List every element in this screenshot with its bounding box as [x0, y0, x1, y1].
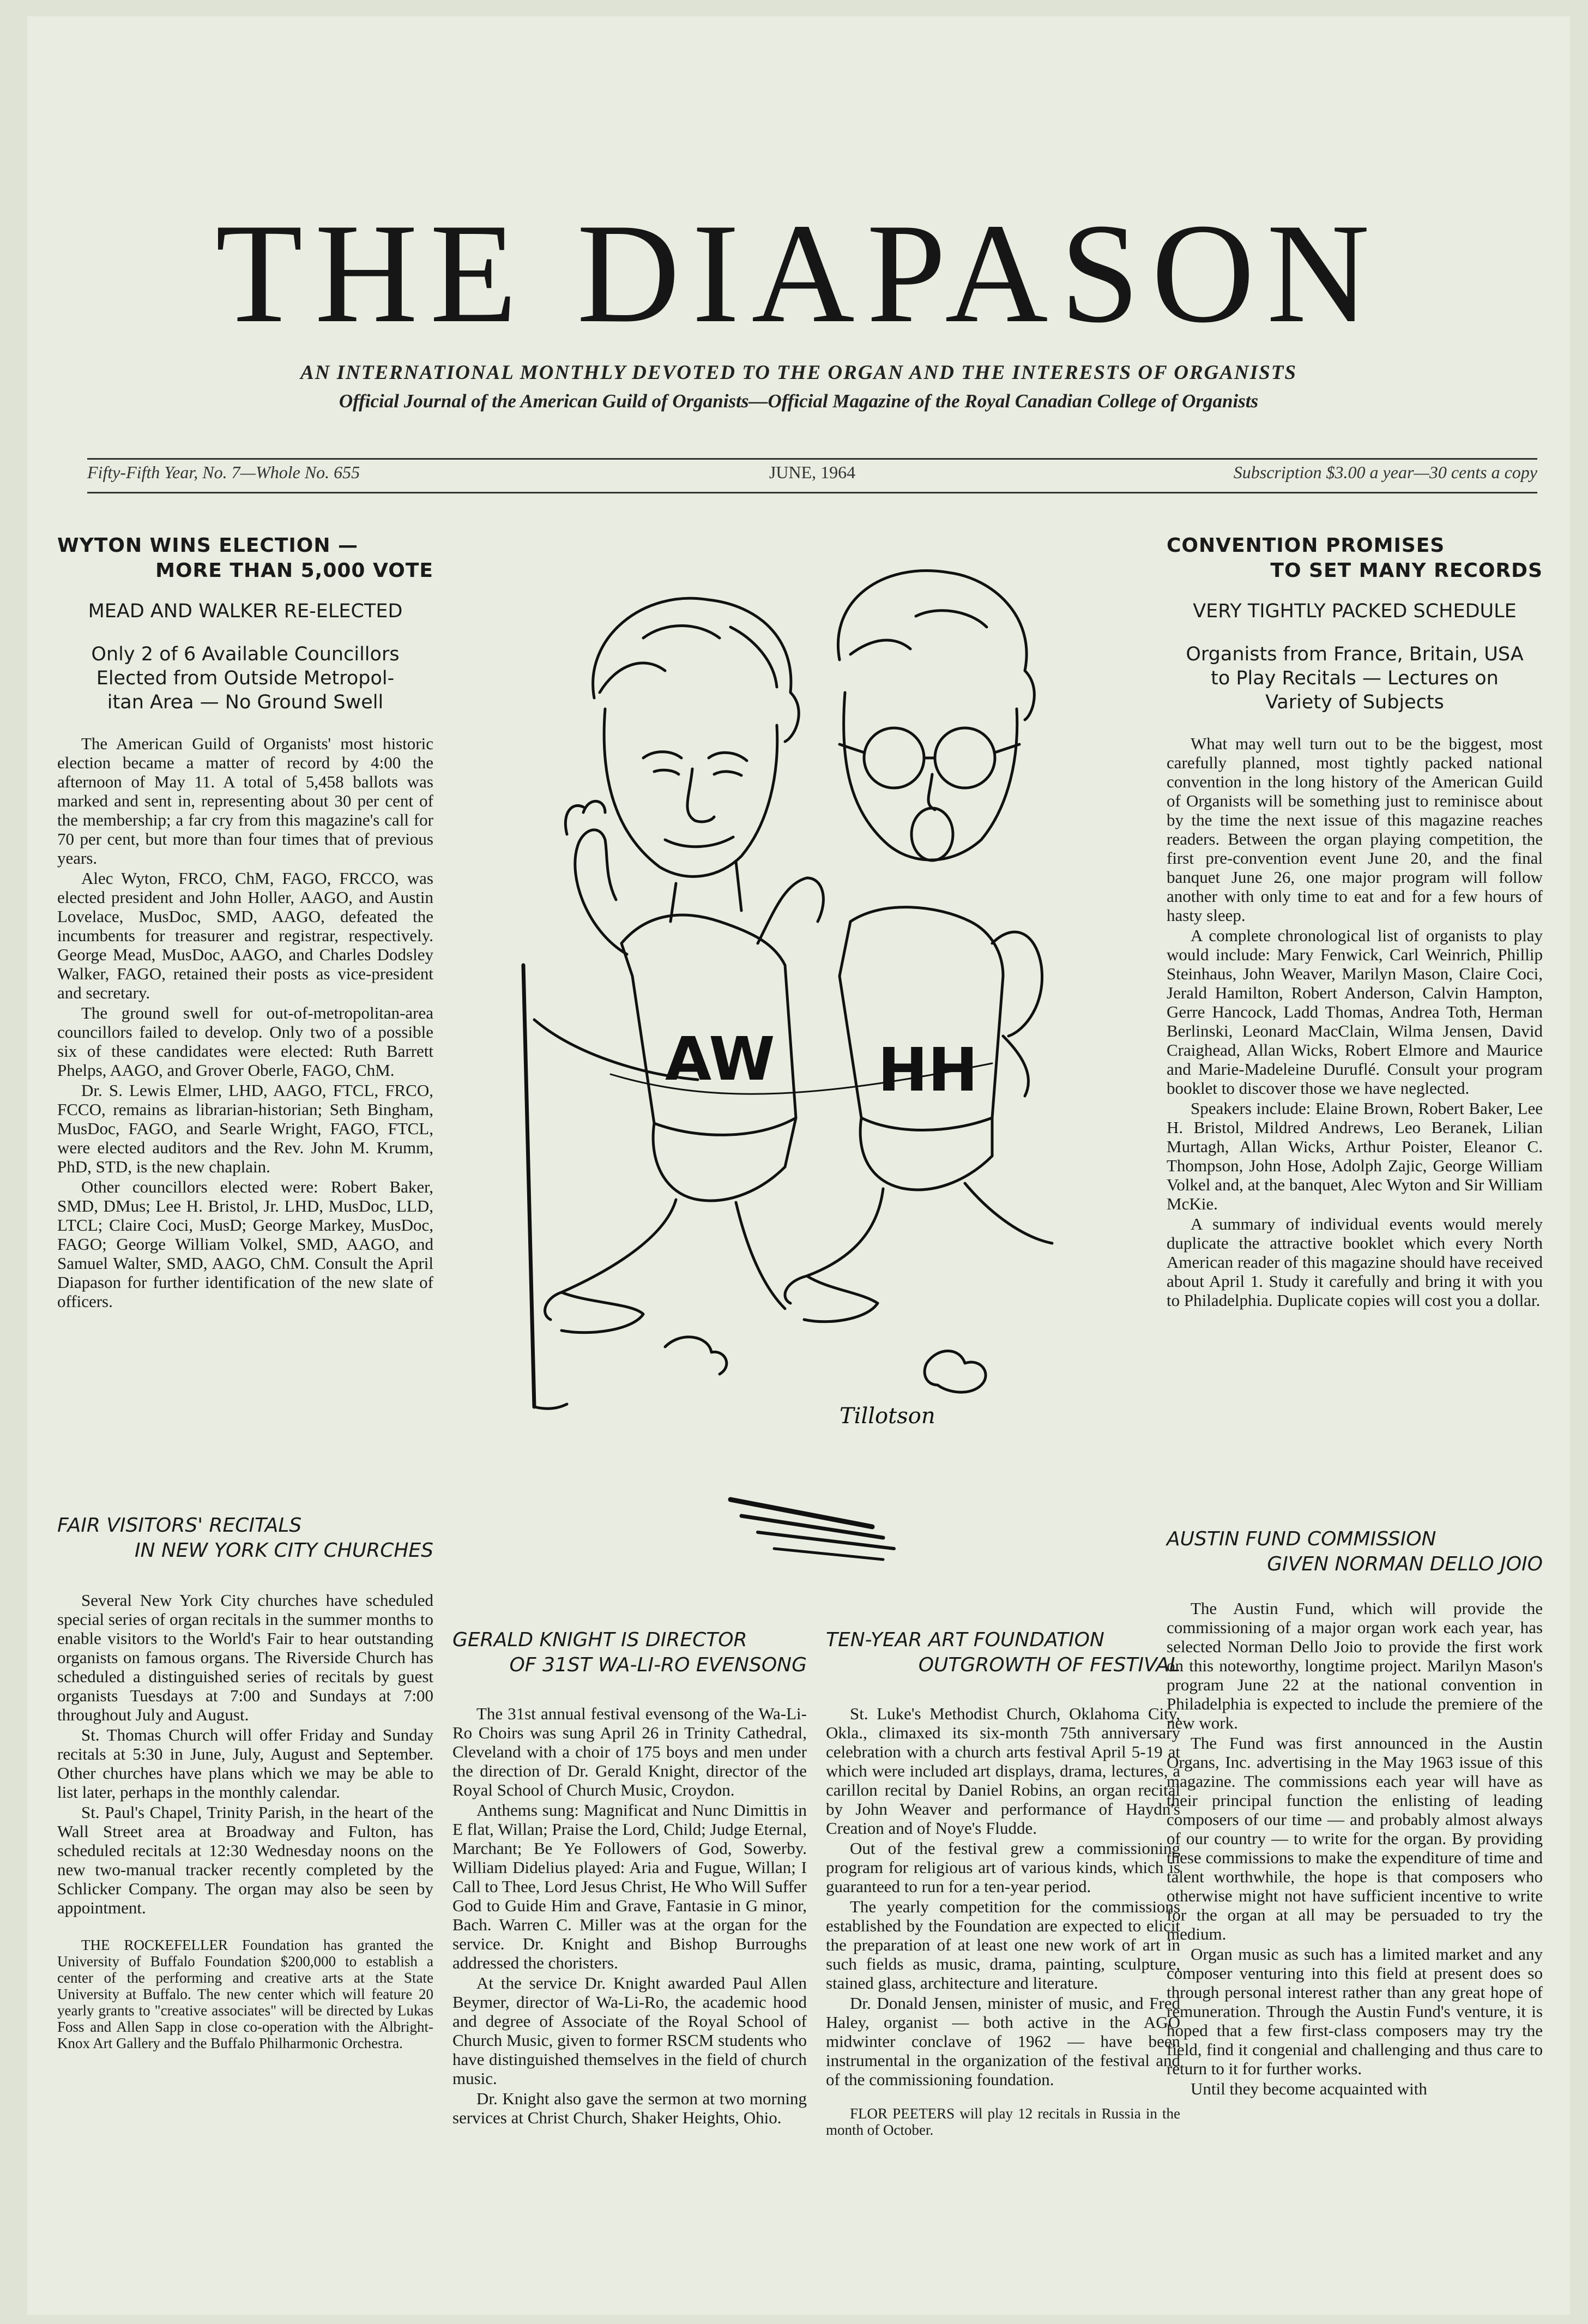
- knight-paragraph: Dr. Knight also gave the sermon at two morning services at Christ Church, Shaker Heights, Ohio.: [452, 2089, 807, 2127]
- knight-headline-1: GERALD KNIGHT IS DIRECTOR: [452, 1629, 747, 1651]
- wyton-headline-1: WYTON WINS ELECTION —: [57, 534, 359, 557]
- fair-paragraph: St. Paul's Chapel, Trinity Parish, in the heart of the Wall Street area at Broadway and Fulton, has scheduled recitals at 12:30 Wednesday noons on the new two-manual tracker recently completed by the Schlicker Company. The organ may also be seen by appointment.: [57, 1803, 433, 1917]
- issue-volume: Fifty-Fifth Year, No. 7—Whole No. 655: [87, 462, 360, 482]
- convention-subhead-2: [1167, 642, 1543, 714]
- austin-paragraph: Until they become acquainted with: [1191, 2079, 1427, 2098]
- knight-paragraph: At the service Dr. Knight awarded Paul Allen Beymer, director of Wa-Li-Ro, the academic hood and degree of Associate of the Royal School of Church Music, given to former RSCM students who have distinguished themselves in the field of church music.: [452, 1973, 807, 2088]
- austin-paragraph: The Fund was first announced in the Austin Organs, Inc. advertising in the May 1963 issue of this magazine. The commissions each year will have as their principal function the enlisting of leading composers of our time — and probably almost always of our country — to write for the organ. By providing these commissions to make the expenditure of time and talent worthwhile, the hope is that composers who otherwise might not have sufficient incentive to write for the organ at all may be persuaded to try the medium.: [1167, 1733, 1543, 1943]
- austin-paragraph: Organ music as such has a limited market and any composer venturing into this field at present does so through personal interest rather than any great hope of remuneration. Through the Austin Fund's venture, it is hoped that a few first-class composers may try the field, find it congenial and challenging and thus care to return to it for further works.: [1167, 1944, 1543, 2078]
- convention-subhead-2b: to Play Recitals — Lectures on: [1211, 667, 1499, 689]
- fair-headline-2: IN NEW YORK CITY CHURCHES: [134, 1539, 433, 1562]
- art-headline-2: OUTGROWTH OF FESTIVAL: [918, 1654, 1180, 1676]
- masthead-title: THE DIAPASON: [215, 194, 1382, 352]
- fair-paragraph: Several New York City churches have scheduled special series of organ recitals in the summer months to enable visitors to the World's Fair to hear outstanding organists on famous organs. The Riverside Church has scheduled a distinguished series of recitals by guest organists Tuesdays at 7:00 and Sundays at 7:00 throughout July and August.: [57, 1591, 433, 1724]
- issue-subscription: Subscription $3.00 a year—30 cents a copy: [1233, 462, 1537, 482]
- wyton-subhead-2b: Elected from Outside Metropol-: [96, 667, 395, 689]
- convention-paragraph: What may well turn out to be the biggest, most carefully planned, most tightly packed national convention in the long history of the American Guild of Organists will be something just to reminisce about by the time the next issue of this magazine reaches readers. Between the organ playing competition, the first pre-convention event June 20, and the final banquet June 26, one major program will follow another with only time to eat and for a few hours of hasty sleep.: [1167, 734, 1543, 925]
- masthead-subtagline: Official Journal of the American Guild of Organists—Official Magazine of the Royal Canadian College of Organists: [339, 390, 1259, 412]
- right-shorts: [860, 1118, 992, 1190]
- article-wyton: [57, 533, 433, 1312]
- issue-line: [87, 462, 1537, 490]
- article-art: [826, 1628, 1180, 2139]
- newspaper-page: [27, 16, 1570, 2315]
- issue-date: JUNE, 1964: [769, 462, 856, 482]
- convention-paragraph: A summary of individual events would merely duplicate the attractive booklet which every North American reader of this magazine should have received about April 1. Study it carefully and bring it with you to Philadelphia. Duplicate copies will cost you a dollar.: [1167, 1214, 1543, 1310]
- convention-subhead-2c: Variety of Subjects: [1265, 691, 1444, 713]
- austin-headline-2: GIVEN NORMAN DELLO JOIO: [1267, 1553, 1543, 1575]
- wyton-headline-2: MORE THAN 5,000 VOTE: [155, 559, 433, 582]
- wyton-subhead-2: [57, 642, 433, 714]
- masthead-tagline: AN INTERNATIONAL MONTHLY DEVOTED TO THE ORGAN AND THE INTERESTS OF ORGANISTS: [300, 362, 1297, 384]
- left-face-outline: [604, 709, 777, 876]
- fair-paragraph: St. Thomas Church will offer Friday and Sunday recitals at 5:30 in June, July, August and September. Other churches have plans which we may be able to list later, perhaps in the monthly calendar.: [57, 1725, 433, 1802]
- convention-headline-1: CONVENTION PROMISES: [1167, 534, 1445, 557]
- wyton-paragraph: Other councillors elected were: Robert Baker, SMD, DMus; Lee H. Bristol, Jr. LHD, MusDoc, LLD, LTCL; Claire Coci, MusD; George Markey, MusDoc, FAGO; George William Volkel, SMD, AAGO, and Samuel Walter, SMD, AAGO, ChM. Consult the April Diapason for further identification of the new slate of officers.: [57, 1177, 433, 1311]
- rockefeller-note: THE ROCKEFELLER Foundation has granted the University of Buffalo Foundation $200,000 to establish a center of the performing and creative arts at the State University at Buffalo. The new center which will feature 20 yearly grants to "creative associates" will be directed by Lukas Foss and Allen Sapp in close co-operation with the Albright-Knox Art Gallery and the Buffalo Philharmonic Orchestra.: [57, 1937, 433, 2051]
- art-headline-1: TEN-YEAR ART FOUNDATION: [826, 1629, 1104, 1651]
- convention-paragraph: Speakers include: Elaine Brown, Robert Baker, Lee H. Bristol, Mildred Andrews, Leo Beranek, Lilian Murtagh, Allan Wicks, Arthur Poister, Eleanor C. Thompson, John Hose, Adolph Zajic, George William Volkel and, at the banquet, Alec Wyton and Sir William McKie.: [1167, 1099, 1543, 1213]
- wyton-paragraph: The American Guild of Organists' most historic election became a matter of record by 4:00 the afternoon of May 11. A total of 5,458 ballots was marked and sent in, representing about 30 per cent of the membership; a far cry from this magazine's call for 70 per cent, but more than four times that of previous years.: [57, 734, 433, 868]
- wyton-paragraph: Dr. S. Lewis Elmer, LHD, AAGO, FTCL, FRCO, FCCO, remains as librarian-historian; Seth Bingham, MusDoc, FAGO, and Searle Wright, FAGO, FTCL, were elected auditors and the Rev. John M. Krumm, PhD, STD, is the new chaplain.: [57, 1081, 433, 1176]
- cartoon-illustration: [502, 529, 1145, 1598]
- art-paragraph: Out of the festival grew a commissioning program for religious art of various kinds, which is guaranteed to run for a ten-year period.: [826, 1839, 1180, 1896]
- article-fair: [57, 1513, 433, 2052]
- convention-headline-2: TO SET MANY RECORDS: [1270, 559, 1543, 582]
- austin-headline-1: AUSTIN FUND COMMISSION: [1167, 1528, 1436, 1550]
- rule-top: [87, 458, 1537, 460]
- convention-subhead-1: VERY TIGHTLY PACKED SCHEDULE: [1193, 600, 1517, 622]
- wyton-subhead-2a: Only 2 of 6 Available Councillors: [91, 643, 400, 665]
- wyton-paragraph: The ground swell for out-of-metropolitan-area councillors failed to develop. Only two of a possible six of these candidates were elected: Ruth Barrett Phelps, AAGO, and Grover Oberle, FAGO, ChM.: [57, 1003, 433, 1080]
- left-hair-outline: [593, 598, 799, 742]
- convention-subhead-2a: Organists from France, Britain, USA: [1186, 643, 1524, 665]
- cartoon-signature: Tillotson: [840, 1404, 935, 1429]
- knight-headline-2: OF 31ST WA-LI-RO EVENSONG: [509, 1654, 807, 1676]
- peeters-note: FLOR PEETERS will play 12 recitals in Russia in the month of October.: [826, 2105, 1180, 2138]
- wyton-subhead-1: MEAD AND WALKER RE-ELECTED: [88, 600, 403, 622]
- article-convention: [1167, 533, 1543, 1311]
- art-paragraph: St. Luke's Methodist Church, Oklahoma City, Okla., climaxed its six-month 75th anniversary celebration with a church arts festival April 5-19 at which were included art displays, drama, lectures, a carillon recital by Daniel Robins, an organ recital by John Weaver and performance of Haydn's Creation and of Noye's Fludde.: [826, 1704, 1180, 1838]
- wyton-paragraph: Alec Wyton, FRCO, ChM, FAGO, FRCCO, was elected president and John Holler, AAGO, and Austin Lovelace, MusDoc, SMD, AAGO, defeated the incumbents for treasurer and registrar, respectively. George Mead, MusDoc, AAGO, and Charles Dodsley Walker, FAGO, retained their posts as vice-president and secretary.: [57, 869, 433, 1002]
- cartoon-shirt-left: AW: [665, 1024, 775, 1094]
- art-paragraph: Dr. Donald Jensen, minister of music, and Fred Haley, organist — both active in the AGO midwinter conclave of 1962 — have been instrumental in the organization of the festival and of the commissioning foundation.: [826, 1994, 1180, 2089]
- cartoon-shirt-right: HH: [878, 1035, 979, 1105]
- article-knight: [452, 1628, 807, 2128]
- fair-headline-1: FAIR VISITORS' RECITALS: [57, 1514, 302, 1537]
- art-paragraph: The yearly competition for the commissions established by the Foundation are expected to elicit the preparation of at least one new work of art in such fields as music, drama, painting, sculpture, stained glass, architecture and literature.: [826, 1897, 1180, 1992]
- wyton-subhead-2c: itan Area — No Ground Swell: [107, 691, 384, 713]
- rule-bottom: [87, 492, 1537, 493]
- convention-paragraph: A complete chronological list of organists to play would include: Mary Fenwick, Carl Weinrich, Phillip Steinhaus, John Weaver, Marilyn Mason, Claire Coci, Jerald Hamilton, Robert Anderson, Calvin Hampton, Gerre Hancock, Ladd Thomas, Andrea Toth, Herman Berlinski, Leonard MacClain, Wilma Jensen, David Craighead, Allan Wicks, Robert Elmore and Maurice and Marie-Madeleine Duruflé. Consult your program booklet to discover those we have neglected.: [1167, 926, 1543, 1098]
- article-austin: [1167, 1527, 1543, 2099]
- knight-paragraph: Anthems sung: Magnificat and Nunc Dimittis in E flat, Willan; Praise the Lord, Child; Judge Eternal, Marchant; Be Ye Followers of God, Sowerby. William Didelius played: Aria and Fugue, Willan; I Call to Thee, Lord Jesus Christ, He Who Will Suffer God to Guide Him and Grave, Fantasie in G minor, Bach. Warren C. Miller was at the organ for the service. Dr. Knight and Bishop Burroughs addressed the choristers.: [452, 1801, 807, 1972]
- austin-paragraph: The Austin Fund, which will provide the commissioning of a major organ work each year, has selected Norman Dello Joio to provide the first work on this noteworthy, longtime project. Marilyn Mason's program June 22 at the national convention in Philadelphia is expected to include the premiere of the new work.: [1167, 1599, 1543, 1732]
- knight-paragraph: The 31st annual festival evensong of the Wa-Li-Ro Choirs was sung April 26 in Trinity Cathedral, Cleveland with a choir of 175 boys and men under the direction of Dr. Gerald Knight, director of the Royal School of Church Music, Croydon.: [452, 1704, 807, 1799]
